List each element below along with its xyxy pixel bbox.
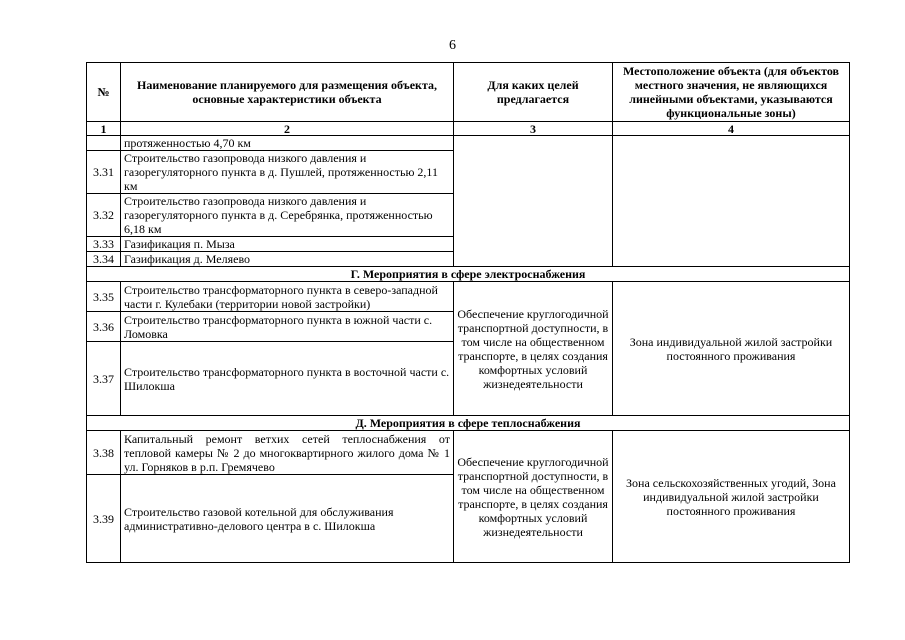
row-location-empty xyxy=(613,136,850,267)
table-row xyxy=(87,136,850,151)
section-heading-heating xyxy=(87,416,850,431)
row-purpose: Обеспечение круглогодичной транспортной доступности, в том числе на общественном транспорте, в целях создания комфортных условий жизнедеятельности xyxy=(454,282,613,416)
row-number: 3.32 xyxy=(87,194,121,237)
row-number: 3.39 xyxy=(87,475,121,563)
header-object-name: Наименование планируемого для размещения объекта, основные характеристики объекта xyxy=(121,63,454,122)
table-row xyxy=(87,431,850,475)
column-number: 1 xyxy=(87,122,121,136)
row-number: 3.38 xyxy=(87,431,121,475)
header-purpose: Для каких целей предлагается xyxy=(454,63,613,122)
section-title: Г. Мероприятия в сфере электроснабжения xyxy=(87,267,850,282)
section-title: Д. Мероприятия в сфере теплоснабжения xyxy=(87,416,850,431)
row-object-name: Строительство трансформаторного пункта в восточной части с. Шилокша xyxy=(121,342,454,416)
row-number: 3.35 xyxy=(87,282,121,312)
row-object-name: Строительство газовой котельной для обслуживания административно-делового центра в с. Шилокша xyxy=(121,475,454,563)
row-number: 3.36 xyxy=(87,312,121,342)
row-number: 3.31 xyxy=(87,151,121,194)
row-object-name: Капитальный ремонт ветхих сетей теплоснабжения от тепловой камеры № 2 до многоквартирного жилого дома № 1 ул. Горняков в р.п. Гремячево xyxy=(121,431,454,475)
row-object-name: Газификация п. Мыза xyxy=(121,237,454,252)
row-location: Зона сельскохозяйственных угодий, Зона индивидуальной жилой застройки постоянного проживания xyxy=(613,431,850,563)
planned-objects-table xyxy=(86,62,850,563)
row-number: 3.33 xyxy=(87,237,121,252)
header-location: Местоположение объекта (для объектов местного значения, не являющихся линейными объектами, указываются функциональные зоны) xyxy=(613,63,850,122)
row-purpose-empty xyxy=(454,136,613,267)
page-number: 6 xyxy=(449,38,456,53)
table-row xyxy=(87,282,850,312)
row-object-name: Газификация д. Меляево xyxy=(121,252,454,267)
row-number xyxy=(87,136,121,151)
header-number: № xyxy=(87,63,121,122)
row-object-name: Строительство трансформаторного пункта в южной части с. Ломовка xyxy=(121,312,454,342)
column-number: 4 xyxy=(613,122,850,136)
column-number: 2 xyxy=(121,122,454,136)
row-object-name: Строительство газопровода низкого давления и газорегуляторного пункта в д. Серебрянка, протяженностью 6,18 км xyxy=(121,194,454,237)
column-number-row xyxy=(87,122,850,136)
row-number: 3.34 xyxy=(87,252,121,267)
row-object-name: Строительство газопровода низкого давления и газорегуляторного пункта в д. Пушлей, протяженностью 2,11 км xyxy=(121,151,454,194)
row-object-name: протяженностью 4,70 км xyxy=(121,136,454,151)
row-number: 3.37 xyxy=(87,342,121,416)
column-number: 3 xyxy=(454,122,613,136)
row-location: Зона индивидуальной жилой застройки постоянного проживания xyxy=(613,282,850,416)
table-header-row xyxy=(87,63,850,122)
section-heading-electricity xyxy=(87,267,850,282)
row-purpose: Обеспечение круглогодичной транспортной доступности, в том числе на общественном транспорте, в целях создания комфортных условий жизнедеятельности xyxy=(454,431,613,563)
row-object-name: Строительство трансформаторного пункта в северо-западной части г. Кулебаки (территории новой застройки) xyxy=(121,282,454,312)
